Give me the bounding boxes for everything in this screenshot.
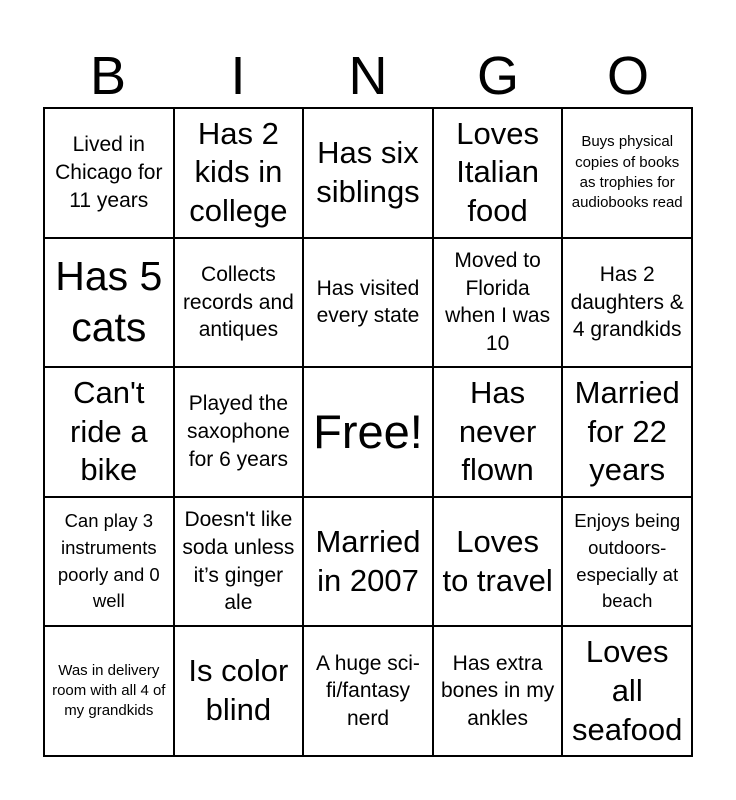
cell-text: A huge sci-fi/fantasy nerd: [316, 651, 420, 731]
cell-text: Can't ride a bike: [70, 374, 148, 488]
header-letter-o: O: [606, 46, 649, 106]
bingo-cell-1[interactable]: [44, 108, 174, 238]
header-letter-i: I: [230, 46, 246, 106]
cell-text: Enjoys being outdoors-especially at beach: [574, 509, 681, 612]
bingo-cell-15[interactable]: [562, 367, 692, 497]
bingo-cell-22[interactable]: [174, 626, 304, 756]
bingo-cell-4[interactable]: [433, 108, 563, 238]
bingo-cell-12[interactable]: [174, 367, 304, 497]
cell-text: Collects records and antiques: [182, 262, 294, 342]
bingo-cell-16[interactable]: [44, 497, 174, 627]
cell-text: Buys physical copies of books as trophies for audiobooks read: [571, 133, 683, 212]
cell-text: Moved to Florida when I was 10: [445, 248, 551, 356]
header-letter-b: B: [89, 46, 127, 106]
cell-text: Lived in Chicago for 11 years: [55, 133, 163, 212]
bingo-board: [43, 107, 693, 757]
cell-text: Can play 3 instruments poorly and 0 well: [57, 509, 160, 612]
cell-text: Was in delivery room with all 4 of my grandkids: [52, 661, 166, 720]
header-letter-g: G: [476, 46, 519, 106]
cell-text: Has visited every state: [316, 276, 420, 328]
cell-text: Has extra bones in my ankles: [440, 651, 555, 731]
bingo-cell-free[interactable]: [303, 367, 433, 497]
cell-text: Has 2 daughters & 4 grandkids: [570, 262, 684, 342]
cell-text: Has six siblings: [316, 135, 420, 209]
cell-text: Has never flown: [458, 374, 537, 488]
bingo-cell-9[interactable]: [433, 238, 563, 368]
bingo-cell-10[interactable]: [562, 238, 692, 368]
cell-text: Is color blind: [188, 653, 289, 728]
free-space-text: Free!: [313, 404, 423, 458]
bingo-cell-7[interactable]: [174, 238, 304, 368]
bingo-cell-18[interactable]: [303, 497, 433, 627]
bingo-cell-5[interactable]: [562, 108, 692, 238]
cell-text: Has 2 kids in college: [189, 115, 288, 229]
bingo-cell-17[interactable]: [174, 497, 304, 627]
bingo-cell-24[interactable]: [433, 626, 563, 756]
bingo-cell-6[interactable]: [44, 238, 174, 368]
bingo-cell-14[interactable]: [433, 367, 563, 497]
bingo-cell-3[interactable]: [303, 108, 433, 238]
cell-text: Played the saxophone for 6 years: [187, 392, 290, 471]
cell-text: Has 5 cats: [55, 253, 163, 351]
bingo-cell-8[interactable]: [303, 238, 433, 368]
bingo-cell-25[interactable]: [562, 626, 692, 756]
bingo-cell-2[interactable]: [174, 108, 304, 238]
cell-text: Loves all seafood: [572, 634, 683, 747]
cell-text: Loves to travel: [442, 523, 553, 598]
bingo-header: [43, 44, 693, 108]
header-letter-n: N: [348, 46, 388, 106]
cell-text: Married for 22 years: [574, 374, 680, 488]
cell-text: Loves Italian food: [456, 115, 539, 229]
bingo-cell-19[interactable]: [433, 497, 563, 627]
bingo-cell-20[interactable]: [562, 497, 692, 627]
cell-text: Married in 2007: [315, 523, 421, 598]
cell-text: Doesn't like soda unless it’s ginger ale: [182, 508, 295, 615]
bingo-cell-11[interactable]: [44, 367, 174, 497]
bingo-cell-21[interactable]: [44, 626, 174, 756]
bingo-cell-23[interactable]: [303, 626, 433, 756]
